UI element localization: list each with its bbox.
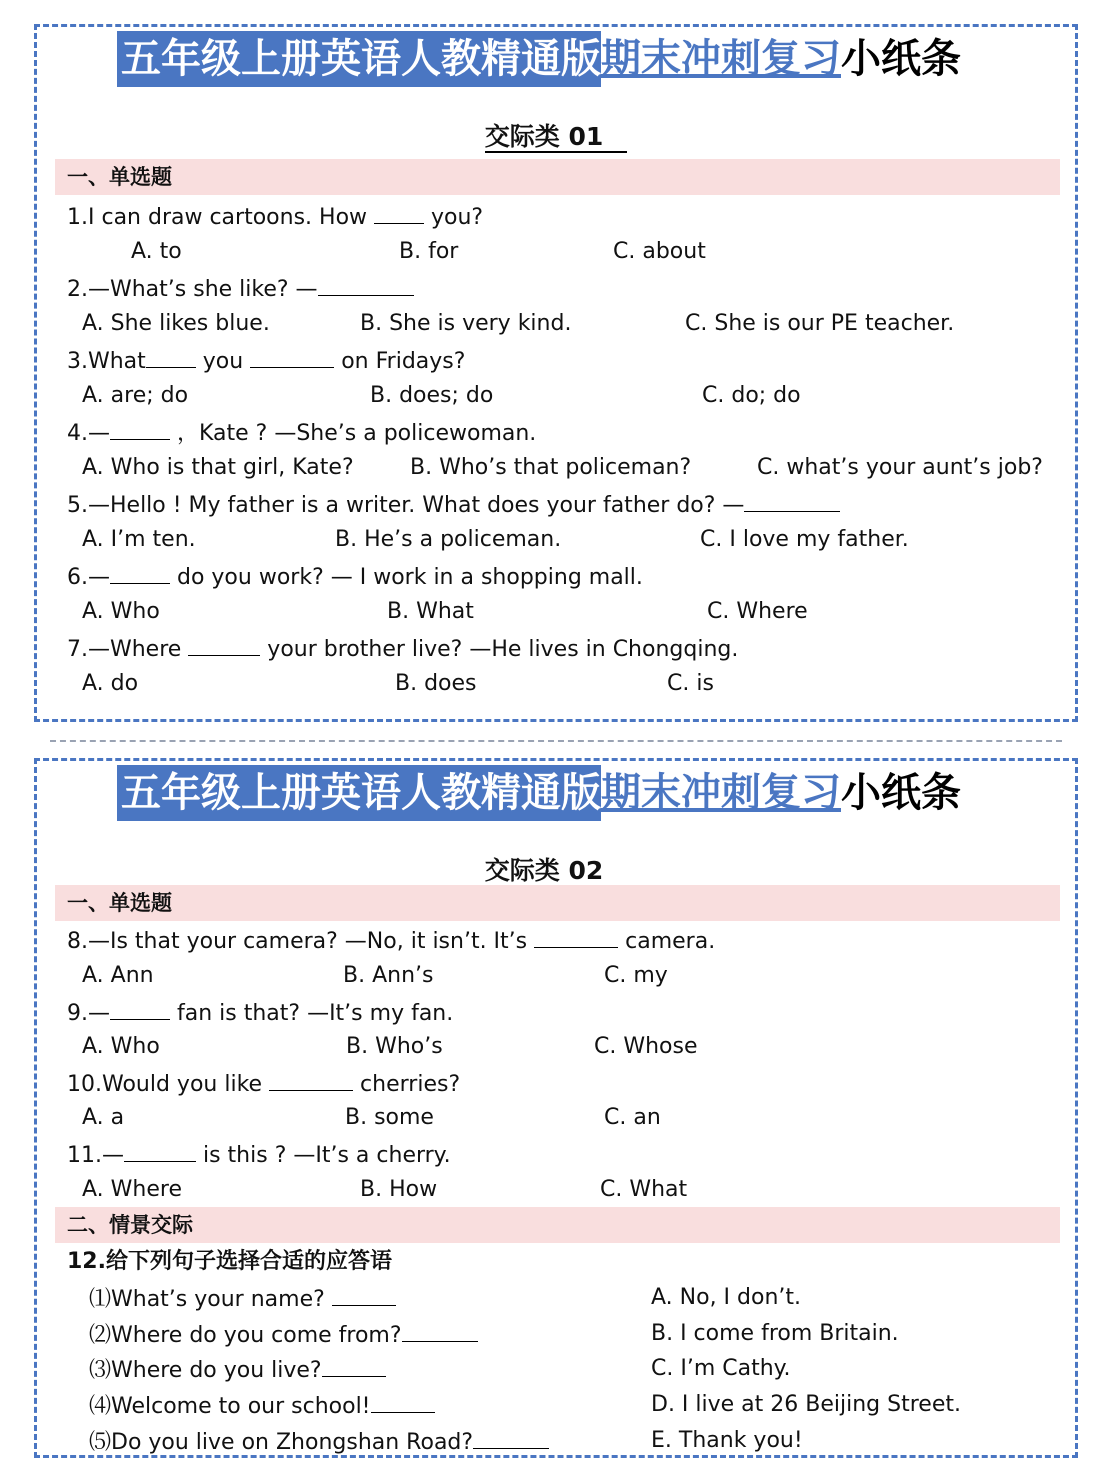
- question-4: 4.— ，Kate ? —She’s a policewoman.: [67, 417, 536, 449]
- option-b[interactable]: B. does: [395, 671, 477, 696]
- answer-blank[interactable]: [124, 1139, 196, 1162]
- option-c[interactable]: C. what’s your aunt’s job?: [757, 455, 1043, 480]
- cut-line: [50, 740, 1062, 742]
- option-a[interactable]: A. Who: [82, 1034, 160, 1059]
- question-8: 8.—Is that your camera? —No, it isn’t. It’s camera.: [67, 925, 715, 957]
- answer-blank[interactable]: [110, 561, 170, 584]
- card-subtitle: 交际类 02: [37, 851, 1075, 887]
- dialogue-prompt: ⑷Welcome to our school!: [89, 1390, 435, 1422]
- section-header: 二、情景交际: [55, 1207, 1060, 1243]
- question-9: 9.— fan is that? —It’s my fan.: [67, 997, 453, 1029]
- option-a[interactable]: A. I’m ten.: [82, 527, 196, 552]
- option-a[interactable]: A. to: [131, 239, 182, 264]
- dialogue-response: A. No, I don’t.: [651, 1285, 802, 1310]
- question-5: 5.—Hello ! My father is a writer. What does your father do? —: [67, 489, 840, 521]
- answer-blank[interactable]: [371, 1390, 435, 1413]
- dialogue-prompt: ⑴What’s your name?: [89, 1283, 396, 1315]
- option-a[interactable]: A. a: [82, 1105, 125, 1130]
- dialogue-prompt: ⑶Where do you live?: [89, 1354, 386, 1386]
- option-a[interactable]: A. Ann: [82, 963, 154, 988]
- question-7: 7.—Where your brother live? —He lives in Chongqing.: [67, 633, 738, 665]
- title-part-2: 期末冲刺复习: [601, 36, 841, 82]
- option-c[interactable]: C. my: [604, 963, 668, 988]
- dialogue-response: C. I’m Cathy.: [651, 1356, 791, 1381]
- answer-blank[interactable]: [269, 1068, 353, 1091]
- option-c[interactable]: C. Whose: [594, 1034, 698, 1059]
- question-6: 6.— do you work? — I work in a shopping mall.: [67, 561, 643, 593]
- answer-blank[interactable]: [402, 1319, 478, 1342]
- option-a[interactable]: A. do: [82, 671, 139, 696]
- option-b[interactable]: B. How: [360, 1177, 438, 1202]
- question-1: 1.I can draw cartoons. How you?: [67, 201, 483, 233]
- option-c[interactable]: C. do; do: [702, 383, 801, 408]
- dialogue-prompt: ⑵Where do you come from?: [89, 1319, 478, 1351]
- option-a[interactable]: A. Who is that girl, Kate?: [82, 455, 354, 480]
- dialogue-prompt: ⑸Do you live on Zhongshan Road?: [89, 1426, 549, 1458]
- option-b[interactable]: B. What: [387, 599, 474, 624]
- section-header: 一、单选题: [55, 159, 1060, 195]
- option-a[interactable]: A. Who: [82, 599, 160, 624]
- dialogue-response: D. I live at 26 Beijing Street.: [651, 1392, 961, 1417]
- question-2: 2.—What’s she like? —: [67, 273, 414, 305]
- card-subtitle: 交际类 01: [37, 117, 1075, 153]
- question-10: 10.Would you like cherries?: [67, 1068, 460, 1100]
- option-c[interactable]: C. I love my father.: [700, 527, 909, 552]
- question-11: 11.— is this ? —It’s a cherry.: [67, 1139, 451, 1171]
- answer-blank[interactable]: [322, 1354, 386, 1377]
- card-title: [117, 31, 961, 87]
- option-b[interactable]: B. Who’s: [346, 1034, 443, 1059]
- option-c[interactable]: C. She is our PE teacher.: [685, 311, 955, 336]
- option-a[interactable]: A. She likes blue.: [82, 311, 270, 336]
- answer-blank[interactable]: [250, 345, 334, 368]
- answer-blank[interactable]: [744, 489, 840, 512]
- card-title: [117, 765, 961, 821]
- answer-blank[interactable]: [473, 1426, 549, 1449]
- option-c[interactable]: C. What: [600, 1177, 688, 1202]
- option-a[interactable]: A. Where: [82, 1177, 182, 1202]
- answer-blank[interactable]: [146, 345, 196, 368]
- option-b[interactable]: B. some: [345, 1105, 434, 1130]
- title-part-1: 五年级上册英语人教精通版: [117, 765, 601, 821]
- option-b[interactable]: B. She is very kind.: [360, 311, 572, 336]
- title-part-3: 小纸条: [841, 770, 961, 816]
- title-part-1: 五年级上册英语人教精通版: [117, 31, 601, 87]
- answer-blank[interactable]: [110, 997, 170, 1020]
- option-c[interactable]: C. an: [604, 1105, 661, 1130]
- question-12-title: 12.给下列句子选择合适的应答语: [67, 1249, 392, 1274]
- answer-blank[interactable]: [318, 273, 414, 296]
- title-part-2: 期末冲刺复习: [601, 770, 841, 816]
- answer-blank[interactable]: [534, 925, 618, 948]
- review-card-01: [34, 24, 1078, 722]
- option-b[interactable]: B. Who’s that policeman?: [410, 455, 692, 480]
- question-3: 3.What you on Fridays?: [67, 345, 465, 377]
- option-c[interactable]: C. is: [667, 671, 714, 696]
- option-a[interactable]: A. are; do: [82, 383, 189, 408]
- option-c[interactable]: C. Where: [707, 599, 808, 624]
- section-header: 一、单选题: [55, 885, 1060, 921]
- option-b[interactable]: B. for: [399, 239, 459, 264]
- answer-blank[interactable]: [188, 633, 260, 656]
- option-b[interactable]: B. Ann’s: [343, 963, 434, 988]
- title-part-3: 小纸条: [841, 36, 961, 82]
- review-card-02: [34, 758, 1078, 1458]
- dialogue-response: E. Thank you!: [651, 1428, 803, 1453]
- option-b[interactable]: B. does; do: [370, 383, 494, 408]
- option-c[interactable]: C. about: [613, 239, 706, 264]
- option-b[interactable]: B. He’s a policeman.: [335, 527, 562, 552]
- dialogue-response: B. I come from Britain.: [651, 1321, 899, 1346]
- answer-blank[interactable]: [110, 417, 170, 440]
- answer-blank[interactable]: [332, 1283, 396, 1306]
- answer-blank[interactable]: [374, 201, 424, 224]
